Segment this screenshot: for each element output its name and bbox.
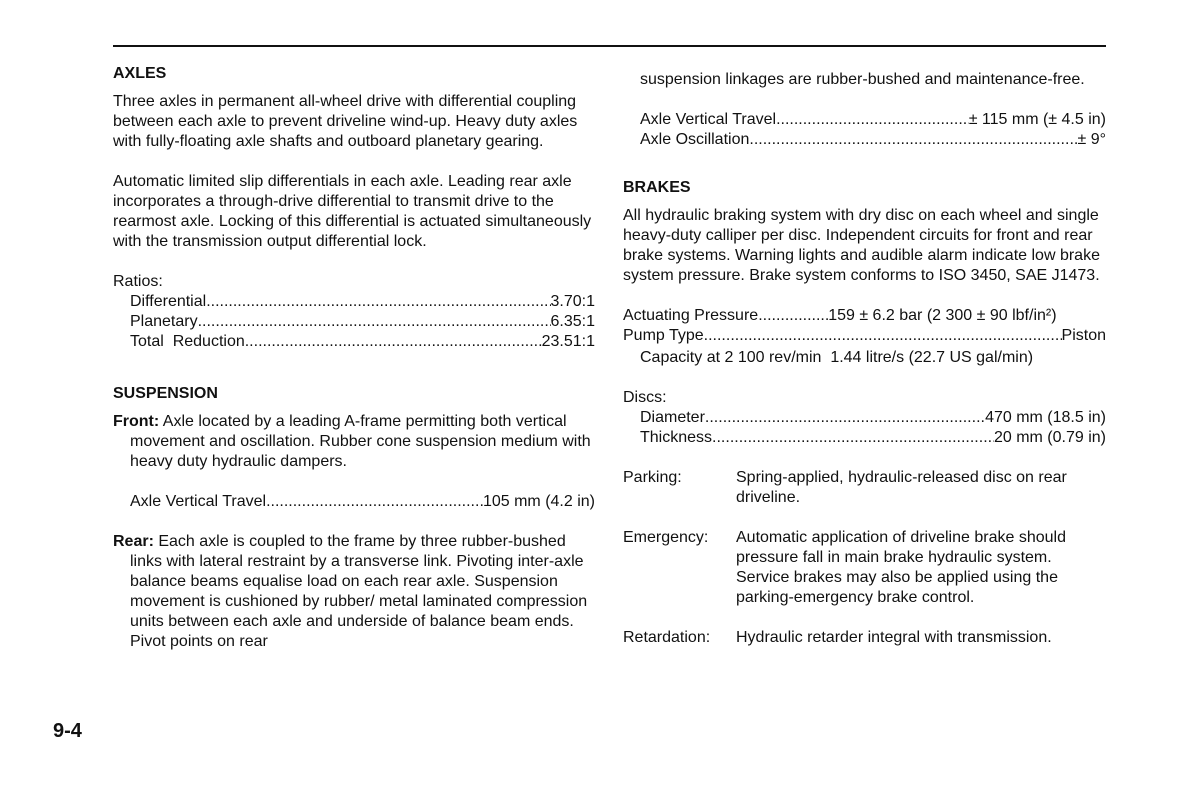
suspension-front: Front: Axle located by a leading A-frame permitting both vertical movement and oscillation. Rubber cone suspension medium with heavy duty hydraulic dampers. — [113, 413, 591, 470]
ratio-differential: Differential ..... 3.70:1 — [113, 292, 595, 312]
ratio-total-reduction: Total Reduction ..... 23.51:1 — [113, 332, 595, 352]
ratios-label: Ratios: — [113, 273, 163, 290]
suspension-rear: Rear: Each axle is coupled to the frame by three rubber-bushed links with lateral restraint by a transverse link. Pivoting inter-axle balance beams equalise load on each rear axle. Suspension movement is cushioned by rubber/ metal laminated compression units between each axle and underside of balance beam ends. Pivot points on rear — [113, 533, 588, 650]
disc-diameter: Diameter ..... 470 mm (18.5 in) — [623, 408, 1106, 428]
brakes-para: All hydraulic braking system with dry disc on each wheel and single heavy-duty calliper per disc. Independent circuits for front and rear brake systems. Warning lights and audible alarm indicate low brake system pressure. Brake system conforms to ISO 3450, SAE J1473. — [623, 207, 1100, 284]
pump-capacity: Capacity at 2 100 rev/min 1.44 litre/s (22.7 US gal/min) — [640, 349, 1034, 366]
axles-heading: AXLES — [113, 65, 167, 82]
axles-para-2: Automatic limited slip differentials in each axle. Leading rear axle incorporates a through-drive differential to transmit drive to the rearmost axle. Locking of this differential is actuated simultaneously with the transmission output differential lock. — [113, 173, 592, 250]
rear-axle-vertical-travel: Axle Vertical Travel ..... ± 115 mm (± 4.5 in) — [623, 110, 1106, 130]
ratio-planetary: Planetary ..... 6.35:1 — [113, 312, 595, 332]
left-column — [113, 64, 595, 652]
pump-type: Pump Type ..... Piston — [623, 326, 1106, 346]
top-rule — [113, 45, 1106, 47]
retardation: Retardation: Hydraulic retarder integral with transmission. — [623, 629, 1052, 646]
disc-thickness: Thickness ..... 20 mm (0.79 in) — [623, 428, 1106, 448]
suspension-heading: SUSPENSION — [113, 385, 218, 402]
right-column — [623, 70, 1106, 648]
axles-para-1: Three axles in permanent all-wheel drive with differential coupling between each axle to prevent driveline wind-up. Heavy duty axles with fully-floating axle shafts and outboard planetary gearing. — [113, 93, 578, 150]
brakes-heading: BRAKES — [623, 179, 691, 196]
front-axle-vertical-travel: Axle Vertical Travel ..... 105 mm (4.2 in) — [113, 492, 595, 512]
discs-label: Discs: — [623, 389, 667, 406]
rear-axle-oscillation: Axle Oscillation ..... ± 9° — [623, 130, 1106, 150]
page-number: 9-4 — [53, 720, 82, 742]
suspension-rear-continued: suspension linkages are rubber-bushed and maintenance-free. — [640, 71, 1085, 88]
parking-brake: Parking: Spring-applied, hydraulic-released disc on rear driveline. — [623, 469, 1067, 506]
emergency-brake: Emergency: Automatic application of driveline brake should pressure fall in main brake hydraulic system. Service brakes may also be applied using the parking-emergency brake control. — [623, 529, 1066, 606]
actuating-pressure: Actuating Pressure ..... 159 ± 6.2 bar (2 300 ± 90 lbf/in²) — [623, 306, 1106, 326]
